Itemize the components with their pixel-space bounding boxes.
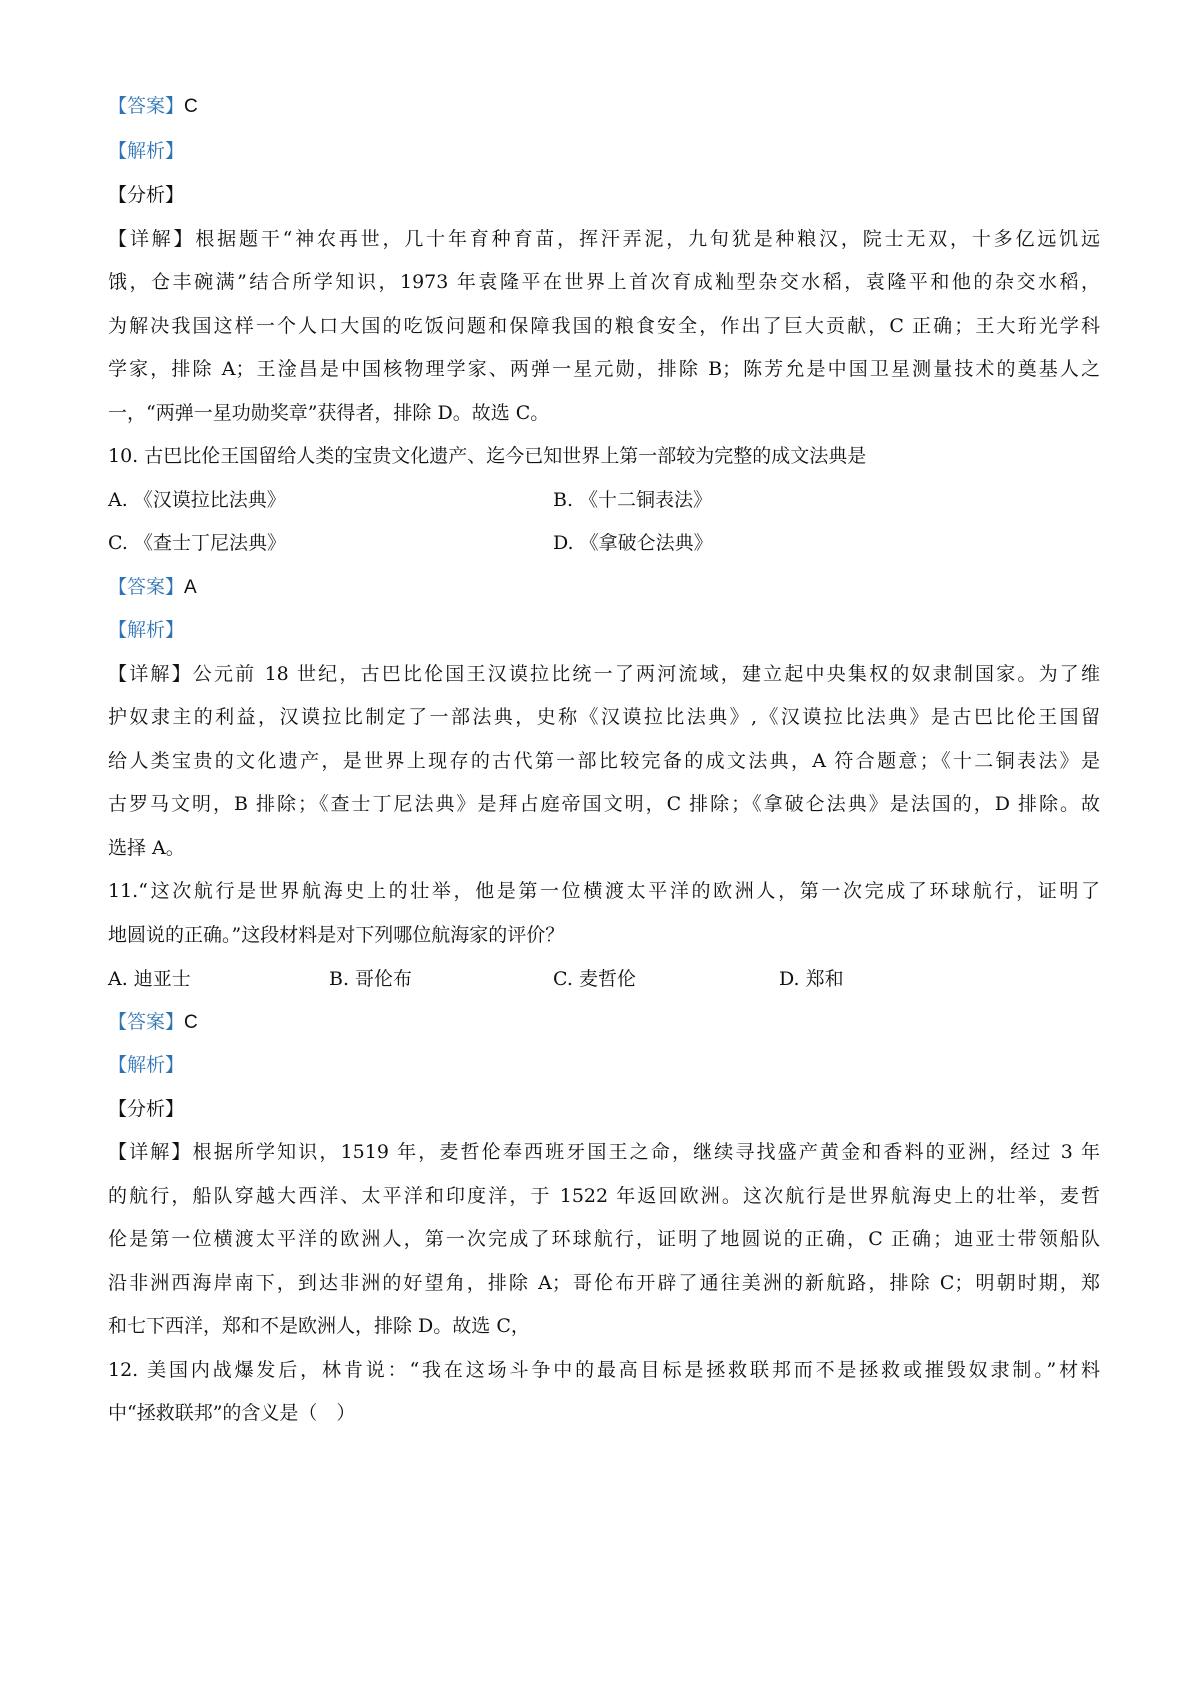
analysis-tag: 【解析】: [108, 140, 185, 162]
q11-option-b: B. 哥伦布: [329, 968, 413, 990]
q10-detail-line: 选择 A。: [108, 837, 185, 859]
q11-option-d: D. 郑和: [779, 968, 844, 990]
detail-tag: 【详解】: [108, 663, 193, 685]
q11-stem: 11.“这次航行是世界航海史上的壮举，他是第一位横渡太平洋的欧洲人，第一次完成了环球航行，证明了: [108, 880, 1100, 902]
q10-stem: 10. 古巴比伦王国留给人类的宝贵文化遗产、迄今已知世界上第一部较为完整的成文法典是: [108, 445, 867, 467]
answer-letter: C: [184, 1012, 198, 1033]
q9-fenxi-line: [108, 183, 1100, 207]
q9-detail-line: 学家，排除 A；王淦昌是中国核物理学家、两弹一星元勋，排除 B；陈芳允是中国卫星测量技术的奠基人之: [108, 358, 1100, 380]
q10-option-b: B. 《十二铜表法》: [553, 489, 713, 511]
answer-tag: 【答案】: [108, 576, 185, 598]
answer-tag: 【答案】: [108, 95, 185, 117]
analysis-tag: 【解析】: [108, 619, 185, 641]
fenxi-tag: 【分析】: [108, 1098, 185, 1120]
q10-answer-line: [108, 575, 1100, 600]
q11-detail-line: 和七下西洋，郑和不是欧洲人，排除 D。故选 C，: [108, 1315, 530, 1337]
q10-detail-line: 古罗马文明，B 排除；《查士丁尼法典》是拜占庭帝国文明，C 排除；《拿破仑法典》是法国的，D 排除。故: [108, 793, 1100, 815]
q9-detail-line: 一，“两弹一星功勋奖章”获得者，排除 D。故选 C。: [108, 402, 550, 424]
answer-letter: A: [184, 577, 197, 598]
q10-option-c: C. 《查士丁尼法典》: [108, 532, 286, 554]
detail-text: 根据所学知识，1519 年，麦哲伦奉西班牙国王之命，继续寻找盛产黄金和香料的亚洲，经过 3 年: [192, 1141, 1100, 1163]
q11-detail-line: 沿非洲西海岸南下，到达非洲的好望角，排除 A；哥伦布开辟了通往美洲的新航路，排除 C；明朝时期，郑: [108, 1272, 1100, 1294]
q11-analysis-line: [108, 1053, 1100, 1077]
q12-stem: 12. 美国内战爆发后，林肯说：“我在这场斗争中的最高目标是拯救联邦而不是拯救或摧毁奴隶制。”材料: [108, 1359, 1100, 1381]
q11-stem: 地圆说的正确。”这段材料是对下列哪位航海家的评价？: [108, 924, 565, 946]
q9-analysis-line: [108, 139, 1100, 163]
q10-detail-line: [108, 662, 1100, 686]
q11-option-a: A. 迪亚士: [108, 968, 191, 990]
detail-text: 根据题干“神农再世，几十年育种育苗，挥汗弄泥，九旬犹是种粮汉，院士无双，十多亿远饥远: [195, 228, 1100, 250]
q11-answer-line: [108, 1010, 1100, 1035]
q11-fenxi-line: [108, 1097, 1100, 1121]
q11-option-c: C. 麦哲伦: [553, 968, 636, 990]
q11-detail-line: [108, 1140, 1100, 1164]
q10-detail-line: 护奴隶主的利益，汉谟拉比制定了一部法典，史称《汉谟拉比法典》,《汉谟拉比法典》是古巴比伦王国留: [108, 706, 1100, 728]
fenxi-tag: 【分析】: [108, 184, 185, 206]
q9-detail-line: 饿，仓丰碗满”结合所学知识，1973 年袁隆平在世界上首次育成籼型杂交水稻，袁隆平和他的杂交水稻，: [108, 271, 1100, 293]
q10-analysis-line: [108, 618, 1100, 642]
detail-text: 公元前 18 世纪，古巴比伦国王汉谟拉比统一了两河流域，建立起中央集权的奴隶制国家。为了维: [192, 663, 1100, 685]
q10-detail-line: 给人类宝贵的文化遗产，是世界上现存的古代第一部比较完备的成文法典，A 符合题意；《十二铜表法》是: [108, 750, 1100, 772]
analysis-tag: 【解析】: [108, 1054, 185, 1076]
q9-answer-line: [108, 94, 1100, 119]
q12-stem: 中“拯救联邦”的含义是（ ）: [108, 1402, 356, 1424]
q10-option-a: A. 《汉谟拉比法典》: [108, 489, 286, 511]
q9-detail-line: 为解决我国这样一个人口大国的吃饭问题和保障我国的粮食安全，作出了巨大贡献，C 正确；王大珩光学科: [108, 315, 1100, 337]
answer-letter: C: [184, 96, 198, 117]
q10-option-d: D. 《拿破仑法典》: [553, 532, 713, 554]
q11-detail-line: 的航行，船队穿越大西洋、太平洋和印度洋，于 1522 年返回欧洲。这次航行是世界航海史上的壮举，麦哲: [108, 1185, 1100, 1207]
q11-detail-line: 伦是第一位横渡太平洋的欧洲人，第一次完成了环球航行，证明了地圆说的正确，C 正确；迪亚士带领船队: [108, 1228, 1100, 1250]
detail-tag: 【详解】: [108, 228, 196, 250]
q9-detail-line: [108, 227, 1100, 251]
detail-tag: 【详解】: [108, 1141, 193, 1163]
answer-tag: 【答案】: [108, 1011, 185, 1033]
